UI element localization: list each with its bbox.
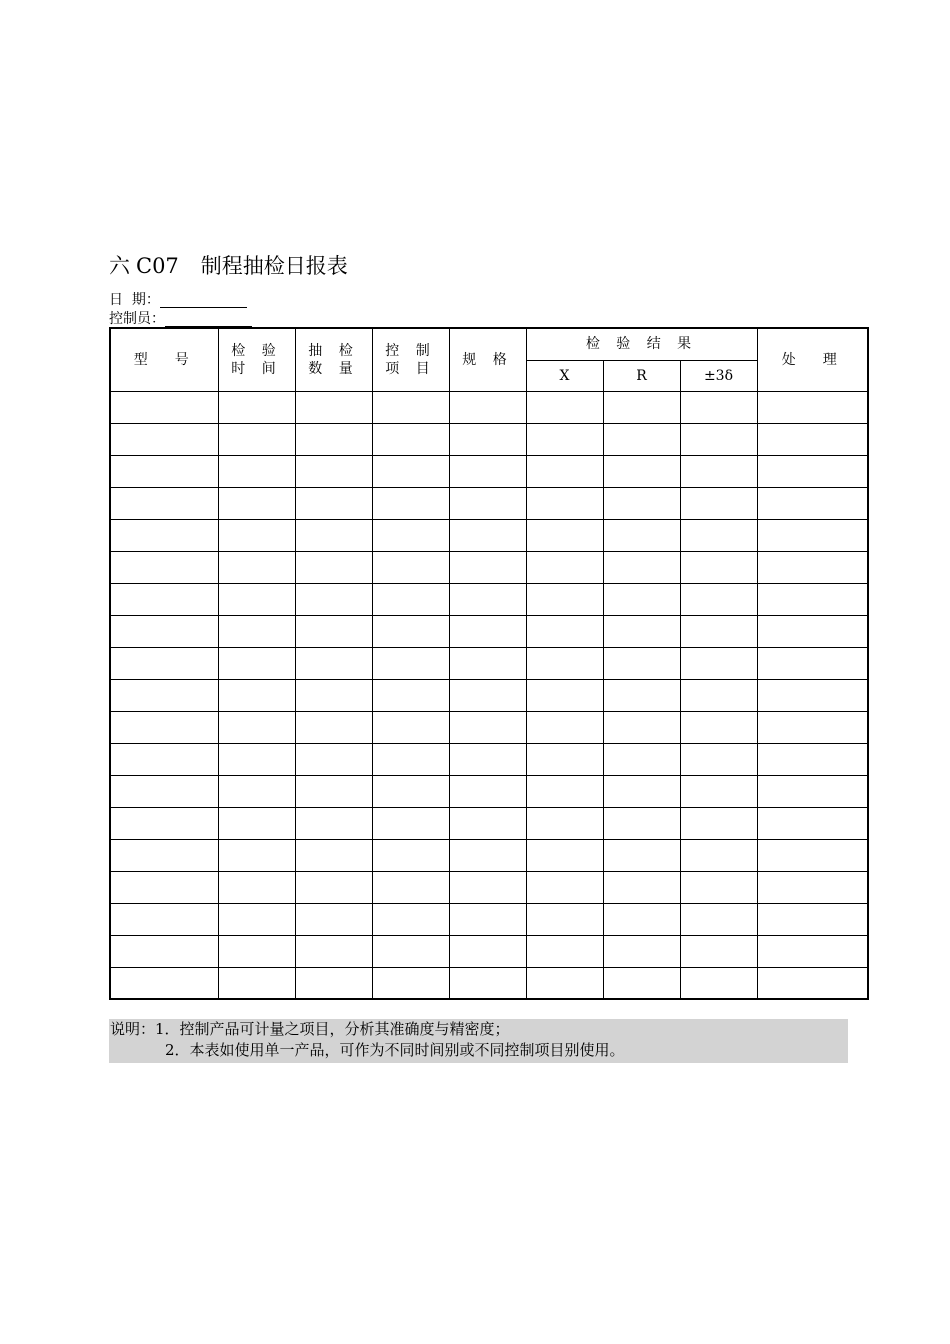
table-cell[interactable] <box>218 903 295 935</box>
table-cell[interactable] <box>111 679 218 711</box>
table-cell[interactable] <box>372 775 449 807</box>
table-cell[interactable] <box>295 807 372 839</box>
table-row <box>111 967 867 999</box>
date-label: 日 期： <box>109 292 160 308</box>
table-cell[interactable] <box>526 775 603 807</box>
table-cell[interactable] <box>680 647 757 679</box>
table-cell[interactable] <box>757 839 867 871</box>
table-cell[interactable] <box>372 487 449 519</box>
table-cell[interactable] <box>111 487 218 519</box>
table-cell[interactable] <box>526 967 603 999</box>
table-cell[interactable] <box>372 967 449 999</box>
table-cell[interactable] <box>526 679 603 711</box>
table-cell[interactable] <box>372 871 449 903</box>
table-row <box>111 615 867 647</box>
table-cell[interactable] <box>603 423 680 455</box>
table-cell[interactable] <box>449 775 526 807</box>
table-row <box>111 775 867 807</box>
table-cell[interactable] <box>603 967 680 999</box>
table-cell[interactable] <box>111 775 218 807</box>
table-cell[interactable] <box>680 615 757 647</box>
header-inspect-time: 检 验 时 间 <box>218 329 295 391</box>
table-cell[interactable] <box>680 743 757 775</box>
table-cell[interactable] <box>218 551 295 583</box>
header-handling: 处 理 <box>757 329 867 391</box>
header-result-x: X <box>526 360 603 391</box>
table-cell[interactable] <box>603 871 680 903</box>
header-row-1 <box>111 329 867 360</box>
header-result-r: R <box>603 360 680 391</box>
table-cell[interactable] <box>526 423 603 455</box>
table-row <box>111 423 867 455</box>
table-cell[interactable] <box>295 615 372 647</box>
table-cell[interactable] <box>372 583 449 615</box>
table-cell[interactable] <box>449 839 526 871</box>
table-cell[interactable] <box>680 519 757 551</box>
table-cell[interactable] <box>757 775 867 807</box>
table-cell[interactable] <box>757 615 867 647</box>
table-cell[interactable] <box>372 455 449 487</box>
table-cell[interactable] <box>372 839 449 871</box>
table-cell[interactable] <box>111 455 218 487</box>
table-cell[interactable] <box>218 487 295 519</box>
table-cell[interactable] <box>603 935 680 967</box>
table-cell[interactable] <box>218 871 295 903</box>
title-prefix: 六 <box>109 254 130 278</box>
table-cell[interactable] <box>218 839 295 871</box>
table-cell[interactable] <box>295 839 372 871</box>
table-row <box>111 647 867 679</box>
table-cell[interactable] <box>218 711 295 743</box>
table-cell[interactable] <box>218 583 295 615</box>
table-cell[interactable] <box>111 711 218 743</box>
table-cell[interactable] <box>295 583 372 615</box>
table-cell[interactable] <box>111 967 218 999</box>
table-cell[interactable] <box>603 551 680 583</box>
table-cell[interactable] <box>372 903 449 935</box>
table-cell[interactable] <box>526 839 603 871</box>
table-cell[interactable] <box>372 679 449 711</box>
notes-box <box>109 1019 848 1063</box>
table-cell[interactable] <box>680 903 757 935</box>
form-title <box>109 252 348 280</box>
table-cell[interactable] <box>111 519 218 551</box>
table-cell[interactable] <box>218 807 295 839</box>
table-cell[interactable] <box>603 519 680 551</box>
table-cell[interactable] <box>295 551 372 583</box>
table-cell[interactable] <box>680 391 757 423</box>
header-result-group: 检 验 结 果 <box>526 329 757 360</box>
table-row <box>111 839 867 871</box>
table-cell[interactable] <box>111 743 218 775</box>
inspection-table <box>111 329 867 999</box>
table-cell[interactable] <box>603 647 680 679</box>
table-cell[interactable] <box>680 583 757 615</box>
table-cell[interactable] <box>603 583 680 615</box>
table-cell[interactable] <box>218 423 295 455</box>
table-cell[interactable] <box>757 455 867 487</box>
inspection-table-frame <box>109 327 869 1000</box>
table-cell[interactable] <box>526 871 603 903</box>
table-cell[interactable] <box>680 775 757 807</box>
table-cell[interactable] <box>757 679 867 711</box>
table-cell[interactable] <box>680 487 757 519</box>
title-code: C07 <box>136 254 179 278</box>
header-spec: 规 格 <box>449 329 526 391</box>
table-cell[interactable] <box>295 647 372 679</box>
table-cell[interactable] <box>372 743 449 775</box>
table-cell[interactable] <box>680 935 757 967</box>
table-cell[interactable] <box>295 775 372 807</box>
table-cell[interactable] <box>449 487 526 519</box>
table-cell[interactable] <box>295 935 372 967</box>
date-field <box>109 292 247 308</box>
table-cell[interactable] <box>295 679 372 711</box>
table-cell[interactable] <box>372 391 449 423</box>
header-model: 型 号 <box>111 329 218 391</box>
table-cell[interactable] <box>526 935 603 967</box>
table-cell[interactable] <box>603 391 680 423</box>
table-cell[interactable] <box>449 647 526 679</box>
table-cell[interactable] <box>757 903 867 935</box>
table-cell[interactable] <box>372 935 449 967</box>
table-cell[interactable] <box>680 551 757 583</box>
table-cell[interactable] <box>680 839 757 871</box>
title-text: 制程抽检日报表 <box>200 254 348 278</box>
table-cell[interactable] <box>526 583 603 615</box>
table-cell[interactable] <box>449 711 526 743</box>
table-cell[interactable] <box>603 807 680 839</box>
table-cell[interactable] <box>603 743 680 775</box>
table-cell[interactable] <box>757 807 867 839</box>
table-cell[interactable] <box>757 871 867 903</box>
table-cell[interactable] <box>680 967 757 999</box>
controller-field <box>109 311 252 327</box>
table-row <box>111 743 867 775</box>
table-cell[interactable] <box>111 423 218 455</box>
table-cell[interactable] <box>757 551 867 583</box>
table-cell[interactable] <box>757 647 867 679</box>
table-cell[interactable] <box>295 391 372 423</box>
table-cell[interactable] <box>757 583 867 615</box>
table-cell[interactable] <box>526 519 603 551</box>
table-cell[interactable] <box>372 615 449 647</box>
table-cell[interactable] <box>603 775 680 807</box>
table-cell[interactable] <box>218 743 295 775</box>
table-row <box>111 871 867 903</box>
table-cell[interactable] <box>218 391 295 423</box>
controller-blank[interactable] <box>165 312 252 327</box>
table-cell[interactable] <box>449 743 526 775</box>
table-cell[interactable] <box>526 743 603 775</box>
table-cell[interactable] <box>111 935 218 967</box>
table-cell[interactable] <box>449 871 526 903</box>
table-cell[interactable] <box>603 455 680 487</box>
table-cell[interactable] <box>449 615 526 647</box>
table-cell[interactable] <box>449 903 526 935</box>
table-cell[interactable] <box>218 775 295 807</box>
table-cell[interactable] <box>757 519 867 551</box>
table-cell[interactable] <box>218 647 295 679</box>
table-cell[interactable] <box>218 615 295 647</box>
table-cell[interactable] <box>449 679 526 711</box>
table-cell[interactable] <box>757 391 867 423</box>
table-cell[interactable] <box>680 871 757 903</box>
table-cell[interactable] <box>526 807 603 839</box>
table-cell[interactable] <box>218 935 295 967</box>
table-cell[interactable] <box>111 391 218 423</box>
table-cell[interactable] <box>372 423 449 455</box>
table-cell[interactable] <box>449 391 526 423</box>
table-row <box>111 391 867 423</box>
table-cell[interactable] <box>757 743 867 775</box>
table-cell[interactable] <box>680 807 757 839</box>
table-cell[interactable] <box>757 935 867 967</box>
table-cell[interactable] <box>526 615 603 647</box>
table-cell[interactable] <box>680 711 757 743</box>
table-row <box>111 711 867 743</box>
note-line-2: 2．本表如使用单一产品，可作为不同时间别或不同控制项目别使用。 <box>165 1041 625 1059</box>
table-cell[interactable] <box>603 711 680 743</box>
table-cell[interactable] <box>603 487 680 519</box>
table-cell[interactable] <box>449 423 526 455</box>
table-cell[interactable] <box>526 647 603 679</box>
table-cell[interactable] <box>295 743 372 775</box>
date-blank[interactable] <box>160 293 247 308</box>
table-cell[interactable] <box>526 455 603 487</box>
header-control-item: 控 制 项 目 <box>372 329 449 391</box>
table-row <box>111 935 867 967</box>
table-cell[interactable] <box>218 679 295 711</box>
table-row <box>111 583 867 615</box>
table-cell[interactable] <box>111 551 218 583</box>
table-row <box>111 807 867 839</box>
table-cell[interactable] <box>372 807 449 839</box>
table-cell[interactable] <box>372 519 449 551</box>
table-cell[interactable] <box>757 967 867 999</box>
table-cell[interactable] <box>526 391 603 423</box>
table-cell[interactable] <box>295 487 372 519</box>
table-cell[interactable] <box>295 423 372 455</box>
table-cell[interactable] <box>603 839 680 871</box>
note-line-1: 说明：1．控制产品可计量之项目，分析其准确度与精密度； <box>110 1020 510 1038</box>
table-cell[interactable] <box>757 487 867 519</box>
table-row <box>111 455 867 487</box>
table-cell[interactable] <box>111 647 218 679</box>
table-cell[interactable] <box>295 711 372 743</box>
table-cell[interactable] <box>372 711 449 743</box>
table-cell[interactable] <box>449 519 526 551</box>
table-cell[interactable] <box>603 615 680 647</box>
table-cell[interactable] <box>372 551 449 583</box>
table-cell[interactable] <box>449 551 526 583</box>
table-cell[interactable] <box>111 903 218 935</box>
table-cell[interactable] <box>111 839 218 871</box>
table-cell[interactable] <box>218 455 295 487</box>
table-cell[interactable] <box>295 519 372 551</box>
controller-label: 控制员： <box>109 311 165 327</box>
table-cell[interactable] <box>757 711 867 743</box>
table-cell[interactable] <box>603 903 680 935</box>
table-cell[interactable] <box>680 455 757 487</box>
table-cell[interactable] <box>449 935 526 967</box>
table-cell[interactable] <box>372 647 449 679</box>
table-cell[interactable] <box>680 679 757 711</box>
header-sample-qty: 抽 检 数 量 <box>295 329 372 391</box>
table-cell[interactable] <box>295 903 372 935</box>
table-cell[interactable] <box>603 679 680 711</box>
table-row <box>111 551 867 583</box>
table-cell[interactable] <box>111 871 218 903</box>
table-cell[interactable] <box>449 807 526 839</box>
table-row <box>111 487 867 519</box>
table-cell[interactable] <box>218 967 295 999</box>
table-cell[interactable] <box>526 487 603 519</box>
table-cell[interactable] <box>295 967 372 999</box>
table-cell[interactable] <box>111 615 218 647</box>
table-cell[interactable] <box>295 455 372 487</box>
table-cell[interactable] <box>526 711 603 743</box>
header-result-sigma: ±3δ <box>680 360 757 391</box>
table-row <box>111 679 867 711</box>
table-cell[interactable] <box>526 903 603 935</box>
table-row <box>111 519 867 551</box>
table-cell[interactable] <box>218 519 295 551</box>
table-cell[interactable] <box>449 967 526 999</box>
table-cell[interactable] <box>111 583 218 615</box>
table-cell[interactable] <box>295 871 372 903</box>
table-cell[interactable] <box>680 423 757 455</box>
table-cell[interactable] <box>449 583 526 615</box>
table-row <box>111 903 867 935</box>
table-cell[interactable] <box>526 551 603 583</box>
table-cell[interactable] <box>449 455 526 487</box>
table-cell[interactable] <box>757 423 867 455</box>
table-cell[interactable] <box>111 807 218 839</box>
